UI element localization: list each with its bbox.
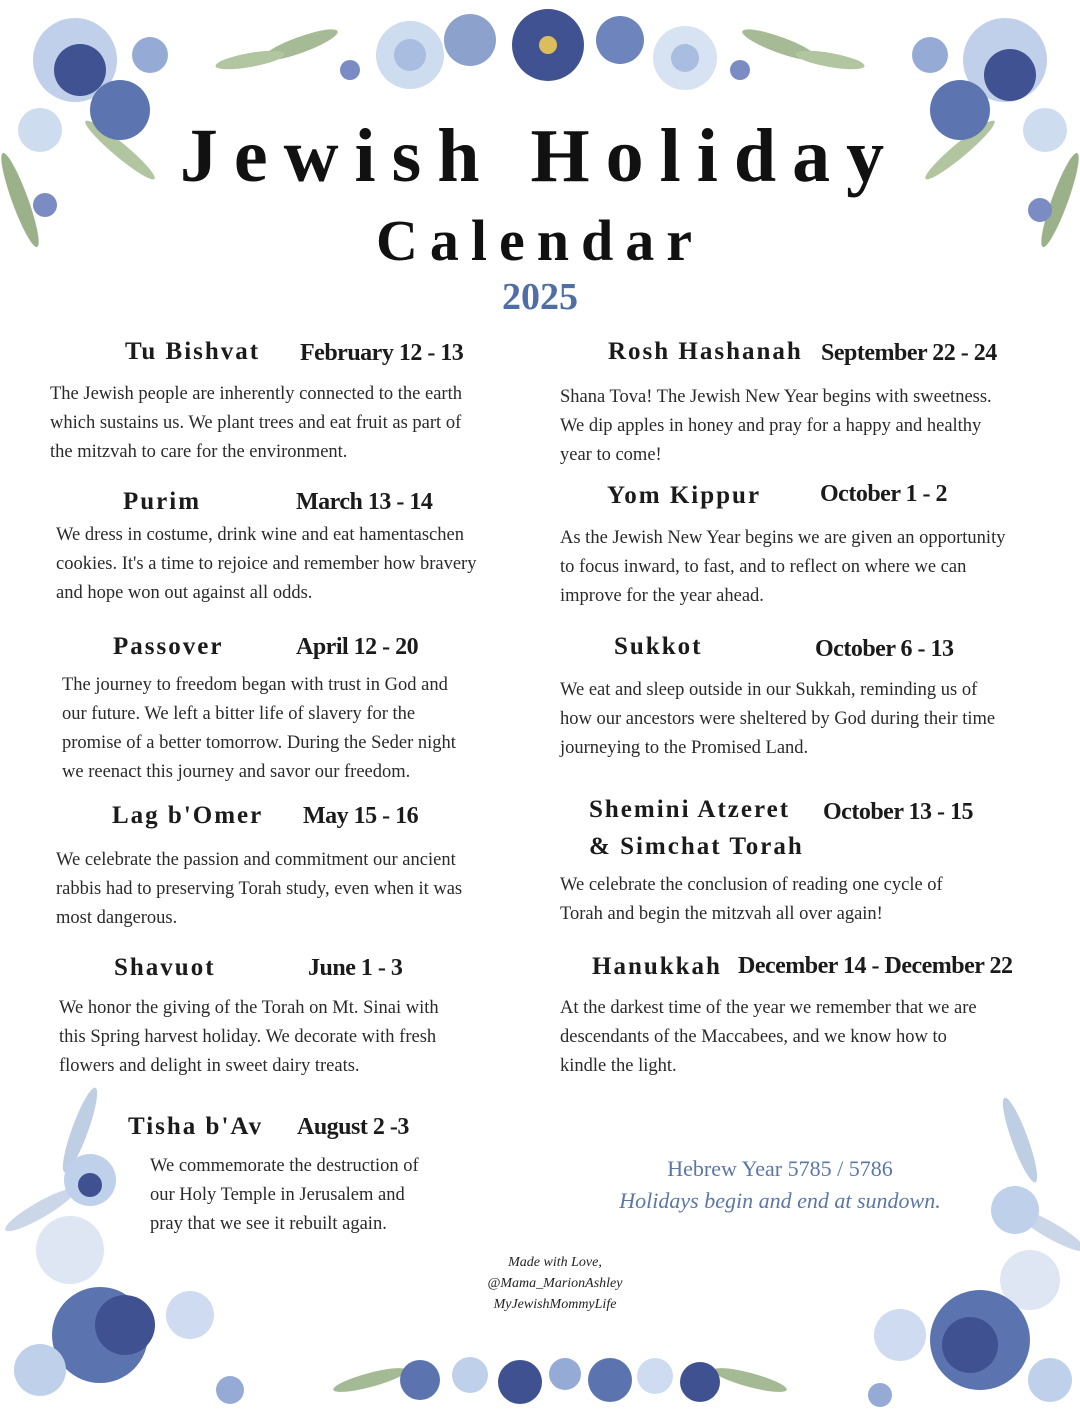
holiday-description: As the Jewish New Year begins we are given an opportunity to focus inward, to fast, and to reflect on where we can improve for the year ahead. xyxy=(560,528,1006,606)
holiday-date: May 15 - 16 xyxy=(303,803,419,829)
holiday-description: We eat and sleep outside in our Sukkah, reminding us of how our ancestors were sheltered by God during their time journeying to the Promised Land. xyxy=(560,680,996,758)
credit-line-1: Made with Love, xyxy=(508,1255,602,1270)
floral-bottom-right-bouquet xyxy=(820,1100,1080,1416)
holiday-description: At the darkest time of the year we remember that we are descendants of the Maccabees, and we know how to kindle the light. xyxy=(560,998,977,1076)
holiday-description: We dress in costume, drink wine and eat hamentaschen cookies. It's a time to rejoice and remember how bravery and hope won out against all odds. xyxy=(56,525,477,603)
holiday-date: October 13 - 15 xyxy=(823,799,974,825)
holiday-name: Hanukkah xyxy=(592,953,722,980)
holiday-name: Lag b'Omer xyxy=(112,802,264,829)
holiday-name: Tisha b'Av xyxy=(128,1113,264,1140)
holiday-name: Shemini Atzeret xyxy=(589,796,791,823)
holiday-date: October 6 - 13 xyxy=(815,636,954,662)
holiday-date: December 14 - December 22 xyxy=(738,953,1013,979)
holiday-description: The Jewish people are inherently connected to the earth which sustains us. We plant trees and eat fruit as part of the mitzvah to care for the environment. xyxy=(50,384,462,462)
floral-bottom-garland xyxy=(330,1330,790,1416)
page-title: Jewish Holiday xyxy=(179,114,901,198)
holiday-name: Purim xyxy=(123,488,202,515)
holiday-date: October 1 - 2 xyxy=(820,481,948,507)
holiday-date: February 12 - 13 xyxy=(300,340,464,366)
holiday-name: Passover xyxy=(113,633,224,660)
holiday-date: April 12 - 20 xyxy=(296,634,419,660)
holiday-name: Tu Bishvat xyxy=(125,338,261,365)
holiday-description: The journey to freedom began with trust in God and our future. We left a bitter life of slavery for the promise of a better tomorrow. During the Seder night we reenact this journey and savor our freedom. xyxy=(62,675,456,782)
holiday-name-line2: & Simchat Torah xyxy=(589,833,804,860)
holiday-name: Yom Kippur xyxy=(607,482,762,509)
holiday-description: We celebrate the conclusion of reading one cycle of Torah and begin the mitzvah all over again! xyxy=(560,875,943,924)
calendar-year: 2025 xyxy=(502,276,578,318)
page-subtitle: Calendar xyxy=(376,208,704,273)
holiday-description: Shana Tova! The Jewish New Year begins with sweetness. We dip apples in honey and pray for a happy and healthy year to come! xyxy=(560,387,992,465)
holiday-date: March 13 - 14 xyxy=(296,489,433,515)
holiday-description: We celebrate the passion and commitment our ancient rabbis had to preserving Torah study, even when it was most dangerous. xyxy=(56,850,463,928)
holiday-name: Rosh Hashanah xyxy=(608,338,803,365)
holiday-name: Sukkot xyxy=(614,633,703,660)
holiday-description: We honor the giving of the Torah on Mt. Sinai with this Spring harvest holiday. We decorate with fresh flowers and delight in sweet dairy treats. xyxy=(59,998,439,1076)
holiday-date: September 22 - 24 xyxy=(821,340,997,366)
sundown-note: Holidays begin and end at sundown. xyxy=(619,1188,941,1213)
holiday-date: June 1 - 3 xyxy=(308,955,403,981)
hebrew-year-note: Hebrew Year 5785 / 5786 xyxy=(667,1156,893,1181)
holiday-date: August 2 -3 xyxy=(297,1114,409,1140)
credit-handle: @Mama_MarionAshley xyxy=(487,1276,623,1291)
holiday-description: We commemorate the destruction of our Holy Temple in Jerusalem and pray that we see it rebuilt again. xyxy=(150,1156,419,1234)
holiday-name: Shavuot xyxy=(114,954,216,981)
credit-site: MyJewishMommyLife xyxy=(493,1297,617,1312)
